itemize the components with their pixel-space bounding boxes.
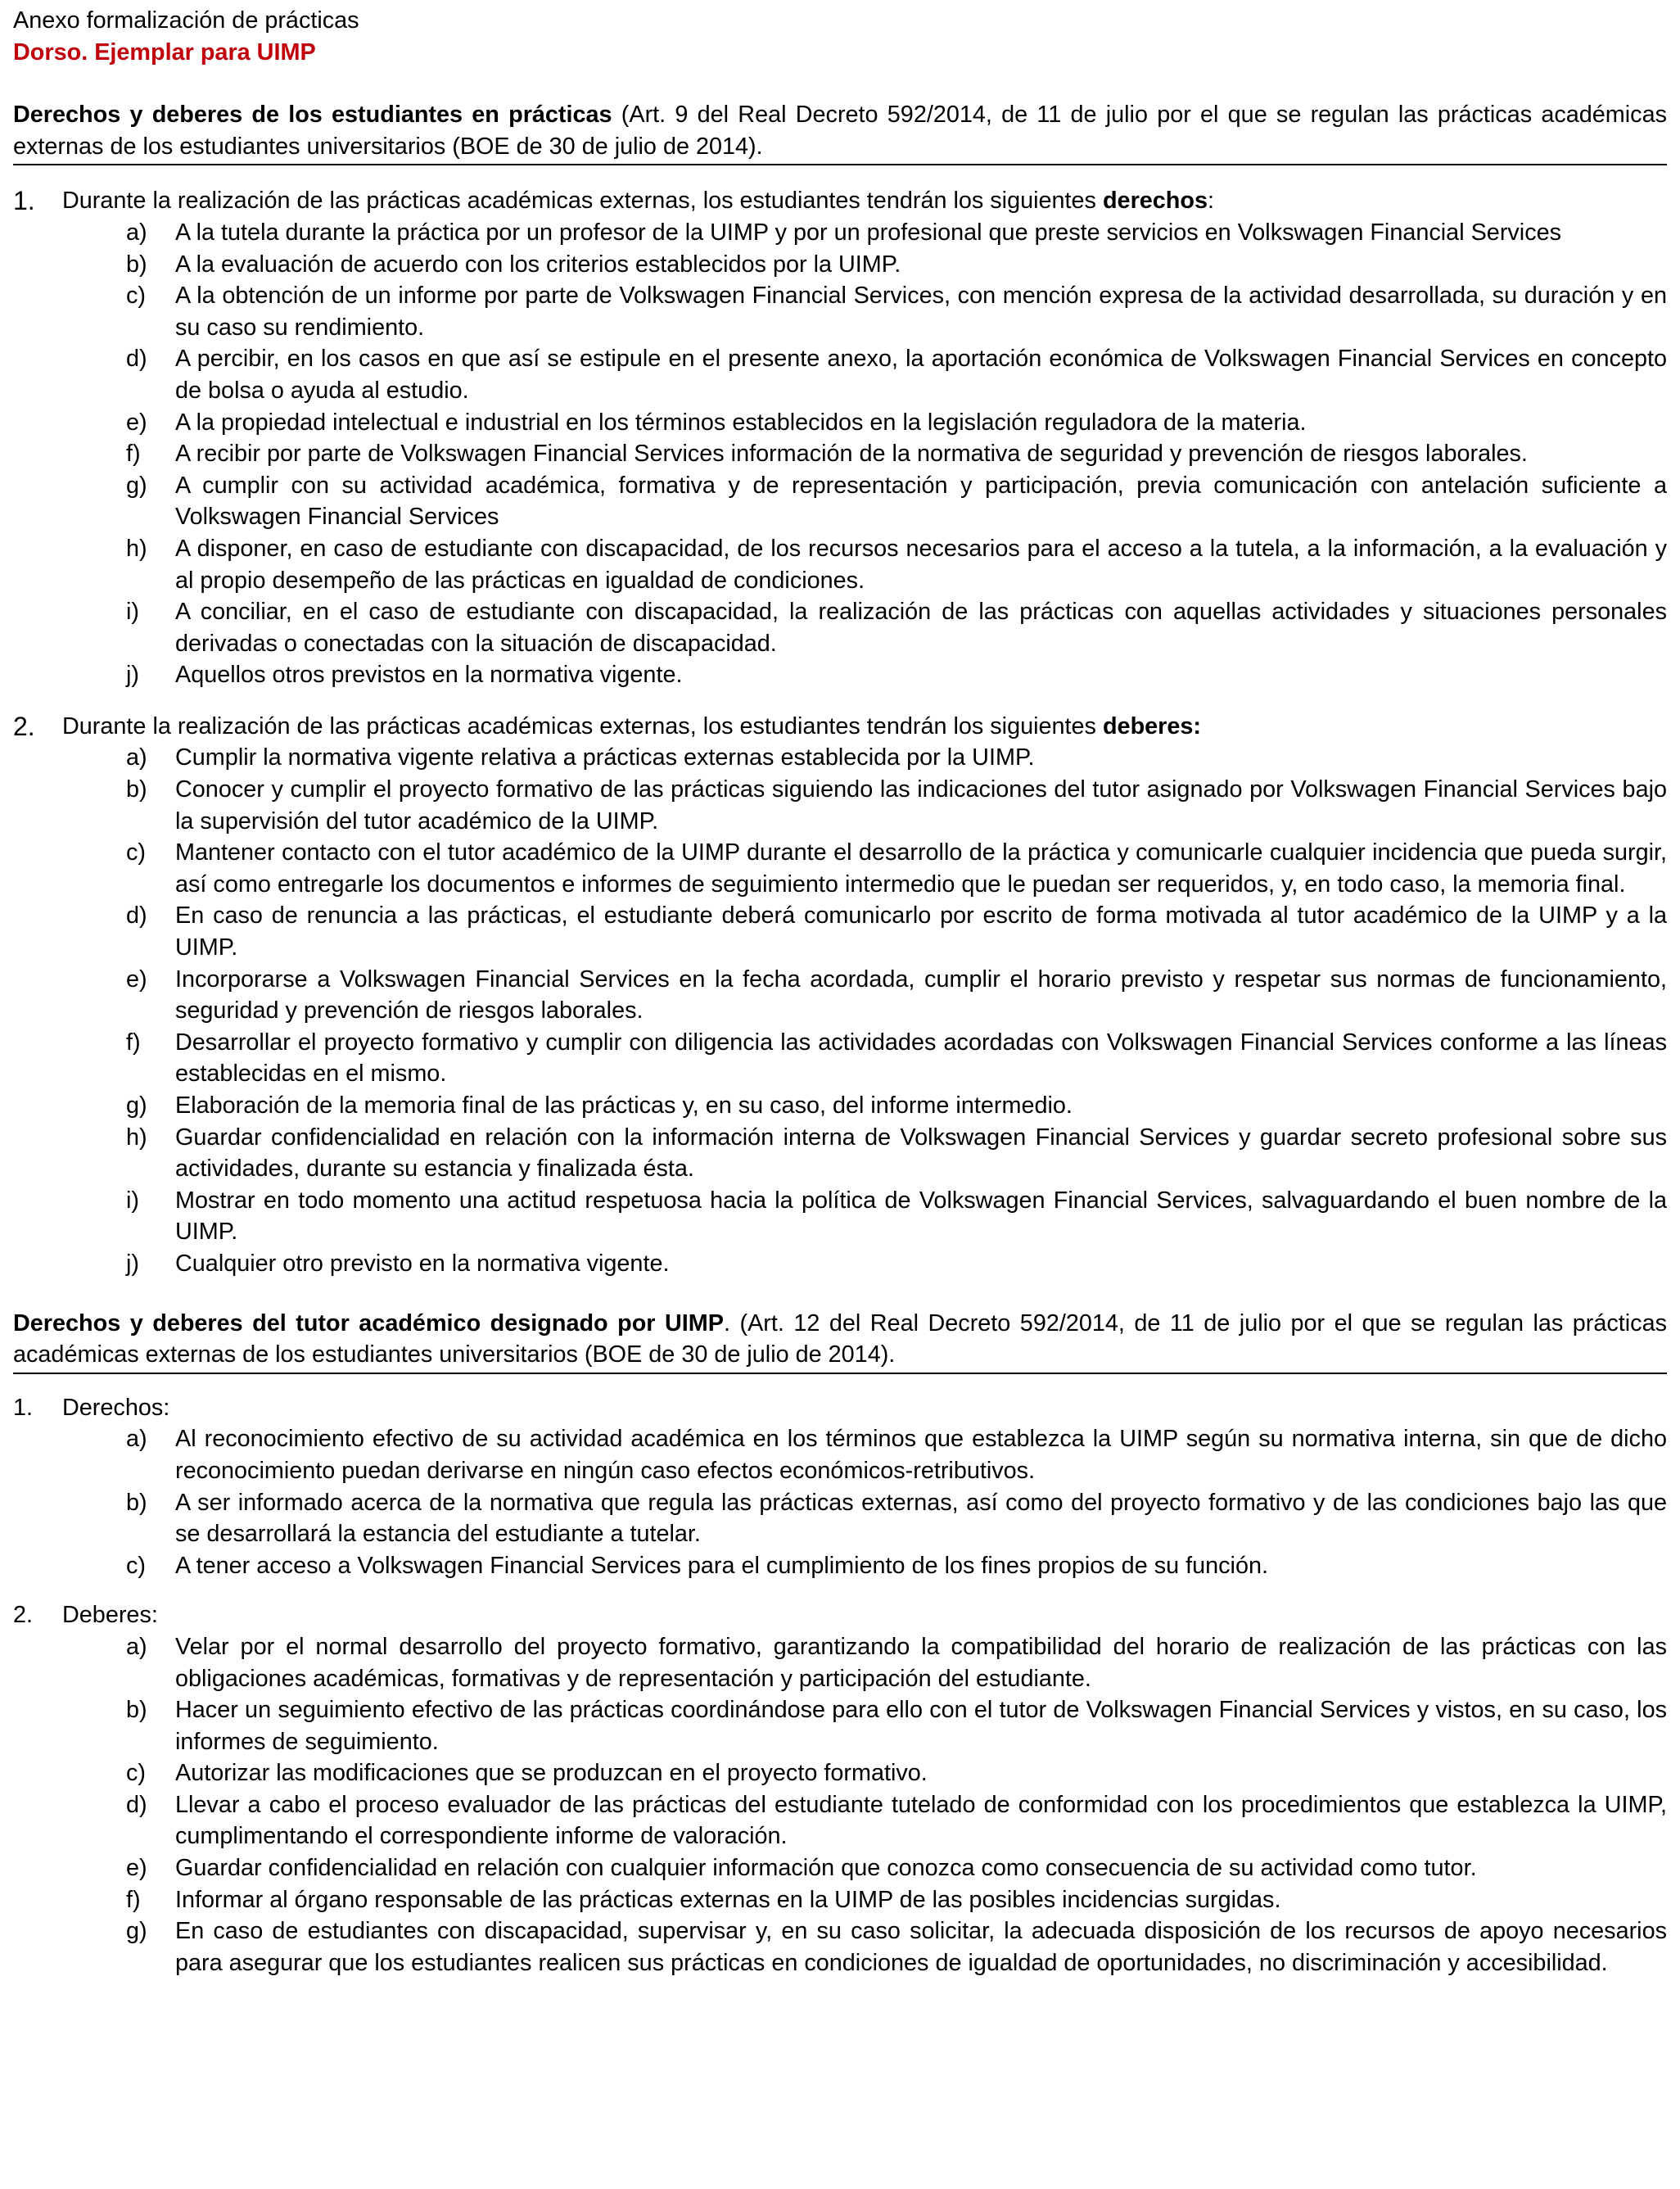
list-item: i) A conciliar, en el caso de estudiante con discapacidad, la realización de las prácticas con aquellas actividades y situaciones personales derivadas o conectadas con la situación de discapacidad. bbox=[126, 599, 1667, 657]
item-number: 2. bbox=[13, 1602, 34, 1629]
list-item: b) A ser informado acerca de la normativa que regula las prácticas externas, así como del proyecto formativo y de las condiciones bajo las que se desarrollará la estancia del estudiante a tutelar. bbox=[126, 1489, 1667, 1548]
item-number: 1. bbox=[13, 186, 35, 216]
section-title-reference: (Art. 9 del Real Decreto 592/2014, de 11 de julio por el que se regulan las prácticas académicas externas de los estudiantes universitarios (BOE de 30 de julio de 2014). bbox=[13, 102, 1667, 160]
item-number: 1. bbox=[13, 1394, 34, 1421]
list-item: c) A la obtención de un informe por parte de Volkswagen Financial Services, con mención expresa de la actividad desarrollada, su duración y en su caso su rendimiento. bbox=[126, 283, 1667, 341]
tutor-duties-list bbox=[62, 1631, 1667, 1979]
list-item: e) Guardar confidencialidad en relación con cualquier información que conozca como consecuencia de su actividad como tutor. bbox=[126, 1855, 1477, 1882]
section-title-bold: Derechos y deberes de los estudiantes en prácticas bbox=[13, 102, 612, 129]
tutor-duties bbox=[13, 1599, 1667, 1979]
section-title-bold: Derechos y deberes del tutor académico designado por UIMP bbox=[13, 1309, 724, 1336]
section-title-reference: . (Art. 12 del Real Decreto 592/2014, de 11 de julio por el que se regulan las prácticas académicas externas de los estudiantes universitarios (BOE de 30 de julio de 2014). bbox=[13, 1309, 1667, 1368]
item-intro: Deberes: bbox=[62, 1602, 158, 1629]
item-intro-bold: derechos bbox=[1102, 188, 1208, 215]
list-item: b) A la evaluación de acuerdo con los criterios establecidos por la UIMP. bbox=[126, 251, 901, 278]
tutor-rights-list bbox=[62, 1423, 1667, 1581]
duties-list bbox=[62, 742, 1667, 1279]
list-item: a) Al reconocimiento efectivo de su actividad académica en los términos que establezca la UIMP según su normativa interna, sin que de dicho reconocimiento puedan derivarse en ningún caso efectos económicos-retributivos. bbox=[126, 1426, 1667, 1484]
list-item: g) En caso de estudiantes con discapacidad, supervisar y, en su caso solicitar, la adecuada disposición de los recursos de apoyo necesarios para asegurar que los estudiantes realicen sus prácticas en condiciones de igualdad de oportunidades, no discriminación y accesibilidad. bbox=[126, 1918, 1667, 1976]
list-item: b) Conocer y cumplir el proyecto formativo de las prácticas siguiendo las indicaciones del tutor asignado por Volkswagen Financial Services bajo la supervisión del tutor académico de la UIMP. bbox=[126, 776, 1667, 834]
item-intro: Durante la realización de las prácticas académicas externas, los estudiantes tendrán los siguientes derechos: bbox=[62, 188, 1215, 215]
list-item: e) Incorporarse a Volkswagen Financial Services en la fecha acordada, cumplir el horario previsto y respetar sus normas de funcionamiento, seguridad y prevención de riesgos laborales. bbox=[126, 966, 1667, 1024]
students-duties bbox=[13, 711, 1667, 1280]
list-item: c) Autorizar las modificaciones que se produzcan en el proyecto formativo. bbox=[126, 1760, 928, 1787]
list-item: e) A la propiedad intelectual e industrial en los términos establecidos en la legislación reguladora de la materia. bbox=[126, 409, 1307, 436]
list-item: f) Informar al órgano responsable de las prácticas externas en la UIMP de las posibles incidencias surgidas. bbox=[126, 1886, 1281, 1913]
list-item: j) Aquellos otros previstos en la normativa vigente. bbox=[126, 662, 683, 689]
list-item: a) Cumplir la normativa vigente relativa a prácticas externas establecida por la UIMP. bbox=[126, 744, 1035, 771]
item-intro: Derechos: bbox=[62, 1394, 170, 1421]
list-item: c) Mantener contacto con el tutor académico de la UIMP durante el desarrollo de la práctica y comunicarle cualquier incidencia que pueda surgir, así como entregarle los documentos e informes de seguimiento intermedio que le puedan ser requeridos, y, en todo caso, la memoria final. bbox=[126, 839, 1667, 898]
list-item: b) Hacer un seguimiento efectivo de las prácticas coordinándose para ello con el tutor de Volkswagen Financial Services y vistos, en su caso, los informes de seguimiento. bbox=[126, 1697, 1667, 1755]
list-item: d) En caso de renuncia a las prácticas, el estudiante deberá comunicarlo por escrito de forma motivada al tutor académico de la UIMP y a la UIMP. bbox=[126, 902, 1667, 961]
list-item: f) A recibir por parte de Volkswagen Financial Services información de la normativa de seguridad y prevención de riesgos laborales. bbox=[126, 441, 1528, 468]
list-item: a) A la tutela durante la práctica por un profesor de la UIMP y por un profesional que preste servicios en Volkswagen Financial Services bbox=[126, 219, 1562, 246]
annex-title: Anexo formalización de prácticas bbox=[13, 7, 359, 34]
tutor-rights bbox=[13, 1392, 1667, 1582]
list-item: g) A cumplir con su actividad académica, formativa y de representación y participación, previa comunicación con antelación suficiente a Volkswagen Financial Services bbox=[126, 472, 1667, 531]
list-item: f) Desarrollar el proyecto formativo y cumplir con diligencia las actividades acordadas con Volkswagen Financial Services conforme a las líneas establecidas en el mismo. bbox=[126, 1029, 1667, 1088]
copy-label: Dorso. Ejemplar para UIMP bbox=[13, 38, 316, 66]
section-title-tutor bbox=[13, 1308, 1667, 1374]
list-item: h) A disponer, en caso de estudiante con discapacidad, de los recursos necesarios para el acceso a la tutela, a la información, a la evaluación y al propio desempeño de las prácticas en igualdad de condiciones. bbox=[126, 535, 1667, 594]
list-item: h) Guardar confidencialidad en relación con la información interna de Volkswagen Financial Services y guardar secreto profesional sobre sus actividades, durante su estancia y finalizada ésta. bbox=[126, 1124, 1667, 1183]
item-intro-bold: deberes: bbox=[1102, 712, 1202, 739]
list-item: c) A tener acceso a Volkswagen Financial Services para el cumplimiento de los fines propios de su función. bbox=[126, 1552, 1268, 1579]
list-item: d) A percibir, en los casos en que así se estipule en el presente anexo, la aportación económica de Volkswagen Financial Services en concepto de bolsa o ayuda al estudio. bbox=[126, 346, 1667, 404]
section-title-students bbox=[13, 99, 1667, 165]
item-intro: Durante la realización de las prácticas académicas externas, los estudiantes tendrán los siguientes deberes: bbox=[62, 712, 1202, 739]
list-item: g) Elaboración de la memoria final de las prácticas y, en su caso, del informe intermedio. bbox=[126, 1092, 1073, 1119]
item-number: 2. bbox=[13, 711, 35, 741]
document-page bbox=[13, 5, 1667, 1979]
rights-list bbox=[62, 217, 1667, 691]
list-item: j) Cualquier otro previsto en la normativa vigente. bbox=[126, 1250, 670, 1277]
list-item: d) Llevar a cabo el proceso evaluador de las prácticas del estudiante tutelado de conformidad con los procedimientos que establezca la UIMP, cumplimentando el correspondiente informe de valoración. bbox=[126, 1791, 1667, 1850]
list-item: a) Velar por el normal desarrollo del proyecto formativo, garantizando la compatibilidad del horario de realización de las prácticas con las obligaciones académicas, formativas y de representación y participación del estudiante. bbox=[126, 1633, 1667, 1692]
students-rights bbox=[13, 185, 1667, 691]
list-item: i) Mostrar en todo momento una actitud respetuosa hacia la política de Volkswagen Financial Services, salvaguardando el buen nombre de la UIMP. bbox=[126, 1187, 1667, 1246]
